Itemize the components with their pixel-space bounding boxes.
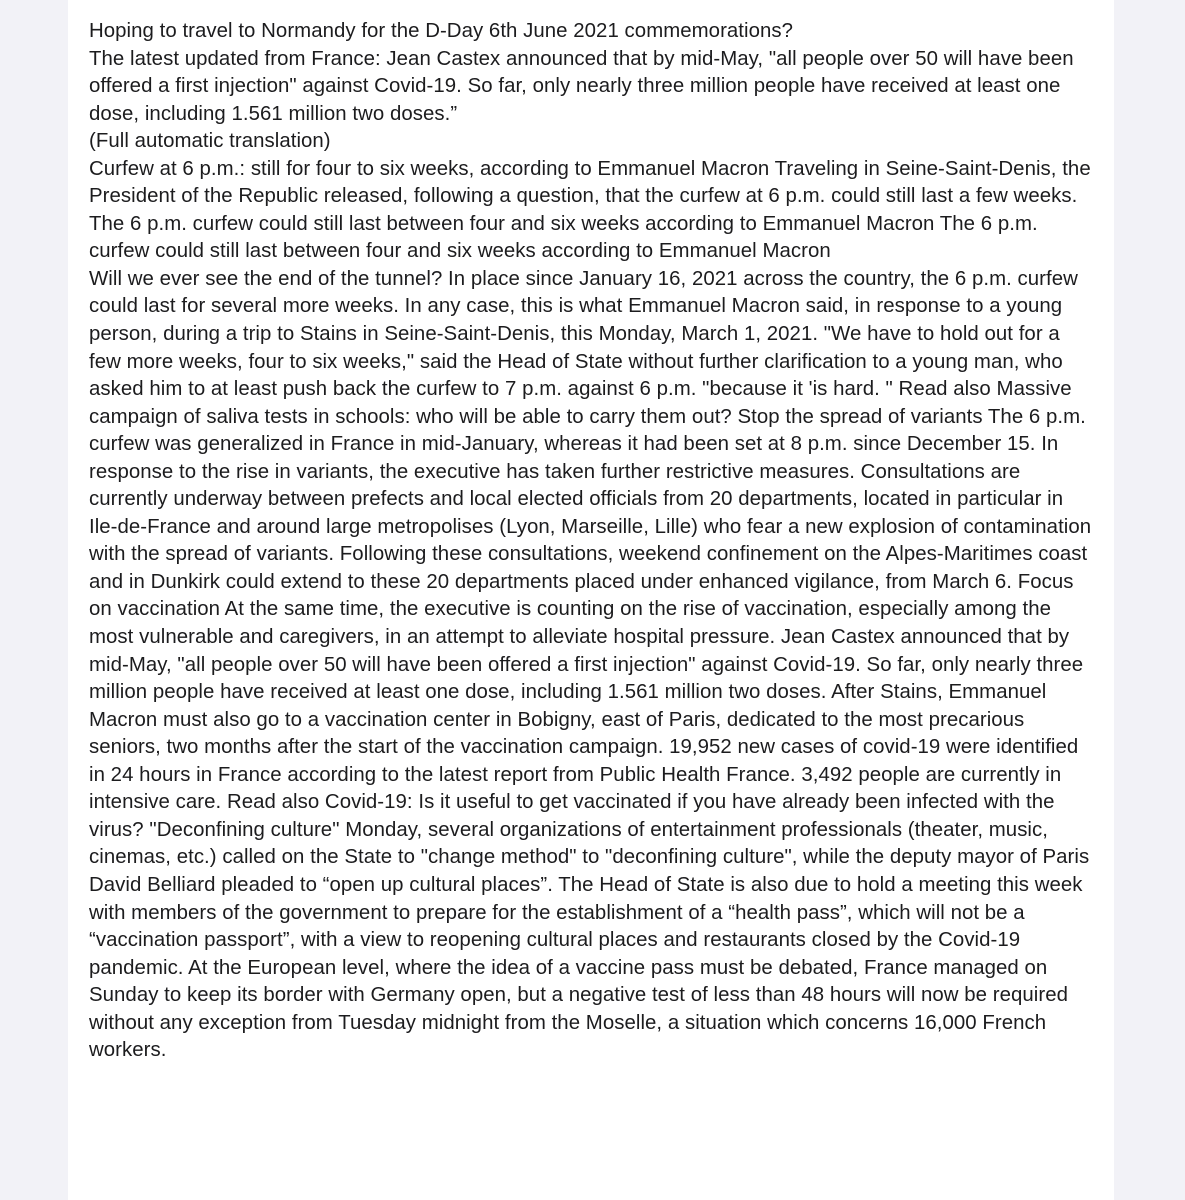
post-paragraph-article-body: Will we ever see the end of the tunnel? In place since January 16, 2021 across the country, the 6 p.m. curfew could last for several more weeks. In any case, this is what Emmanuel Macron said, in response to a young person, during a trip to Stains in Seine-Saint-Denis, this Monday, March 1, 2021. "We have to hold out for a few more weeks, four to six weeks," said the Head of State without further clarification to a young man, who asked him to at least push back the curfew to 7 p.m. against 6 p.m. "because it 'is hard. " Read also Massive campaign of saliva tests in schools: who will be able to carry them out? Stop the spread of variants The 6 p.m. curfew was generalized in France in mid-January, whereas it had been set at 8 p.m. since December 15. In response to the rise in variants, the executive has taken further restrictive measures. Consultations are currently underway between prefects and local elected officials from 20 departments, located in particular in Ile-de-France and around large metropolises (Lyon, Marseille, Lille) who fear a new explosion of contamination with the spread of variants. Following these consultations, weekend confinement on the Alpes-Maritimes coast and in Dunkirk could extend to these 20 departments placed under enhanced vigilance, from March 6. Focus on vaccination At the same time, the executive is counting on the rise of vaccination, especially among the most vulnerable and caregivers, in an attempt to alleviate hospital pressure. Jean Castex announced that by mid-May, "all people over 50 will have been offered a first injection" against Covid-19. So far, only nearly three million people have received at least one dose, including 1.561 million two doses. After Stains, Emmanuel Macron must also go to a vaccination center in Bobigny, east of Paris, dedicated to the most precarious seniors, two months after the start of the vaccination campaign. 19,952 new cases of covid-19 were identified in 24 hours in France according to the latest report from Public Health France. 3,492 people are currently in intensive care. Read also Covid-19: Is it useful to get vaccinated if you have already been infected with the virus? "Deconfining culture" Monday, several organizations of entertainment professionals (theater, music, cinemas, etc.) called on the State to "change method" to "deconfining culture", while the deputy mayor of Paris David Belliard pleaded to “open up cultural places”. The Head of State is also due to hold a meeting this week with members of the government to prepare for the establishment of a “health pass”, which will not be a “vaccination passport”, with a view to reopening cultural places and restaurants closed by the Covid-19 pandemic. At the European level, where the idea of a vaccine pass must be debated, France managed on Sunday to keep its border with Germany open, but a negative test of less than 48 hours will now be required without any exception from Tuesday midnight from the Moselle, a situation which concerns 16,000 French workers. <box>89 267 1092 1062</box>
post-panel <box>68 0 1114 1200</box>
post-text <box>89 18 1094 1065</box>
post-paragraph-translation-note: (Full automatic translation) <box>89 130 331 153</box>
post-paragraph-update: The latest updated from France: Jean Castex announced that by mid-May, "all people over 50 will have been offered a first injection" against Covid-19. So far, only nearly three million people have received at least one dose, including 1.561 million two doses.” <box>89 47 1074 125</box>
post-paragraph-curfew-headline: Curfew at 6 p.m.: still for four to six weeks, according to Emmanuel Macron Traveling in Seine-Saint-Denis, the President of the Republic released, following a question, that the curfew at 6 p.m. could still last a few weeks. The 6 p.m. curfew could still last between four and six weeks according to Emmanuel Macron The 6 p.m. curfew could still last between four and six weeks according to Emmanuel Macron <box>89 157 1091 263</box>
post-paragraph-intro: Hoping to travel to Normandy for the D-Day 6th June 2021 commemorations? <box>89 20 794 42</box>
